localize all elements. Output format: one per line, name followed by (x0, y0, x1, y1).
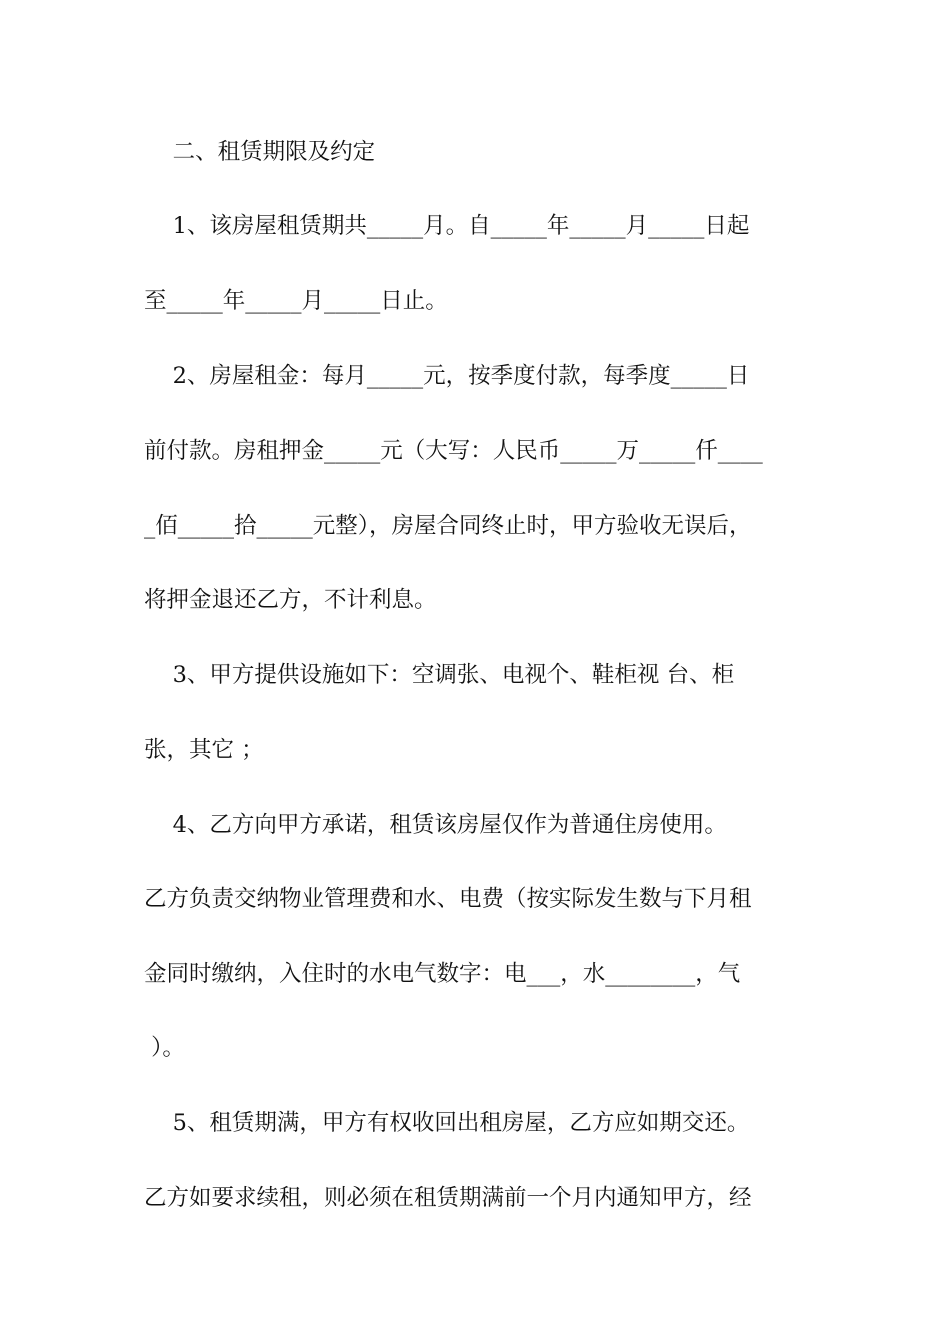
text-line: 1、该房屋租赁期共_____月。自_____年_____月_____日起 (144, 213, 750, 239)
text-line: 3、甲方提供设施如下：空调张、电视个、鞋柜视 台、柜 (144, 662, 735, 688)
text-line: 至_____年_____月_____日止。 (144, 288, 448, 314)
section-heading: 二、租赁期限及约定 (144, 139, 376, 165)
text-line: 金同时缴纳，入住时的水电气数字：电___，水________，气 (144, 961, 741, 987)
text-line: 4、乙方向甲方承诺，租赁该房屋仅作为普通住房使用。 (144, 812, 727, 838)
text-line: 前付款。房租押金_____元（大写：人民币_____万_____仟____ (144, 438, 763, 464)
text-line: _佰_____拾_____元整），房屋合同终止时，甲方验收无误后， (144, 513, 752, 539)
text-line: 乙方负责交纳物业管理费和水、电费（按实际发生数与下月租 (144, 886, 752, 912)
text-line: ）。 (144, 1035, 185, 1061)
text-line: 5、租赁期满，甲方有权收回出租房屋，乙方应如期交还。 (144, 1110, 750, 1136)
text-line: 将押金退还乙方，不计利息。 (144, 587, 437, 613)
text-line: 乙方如要求续租，则必须在租赁期满前一个月内通知甲方，经 (144, 1185, 752, 1211)
text-line: 张，其它 ； (144, 737, 264, 763)
text-line: 2、房屋租金：每月_____元，按季度付款，每季度_____日 (144, 363, 750, 389)
